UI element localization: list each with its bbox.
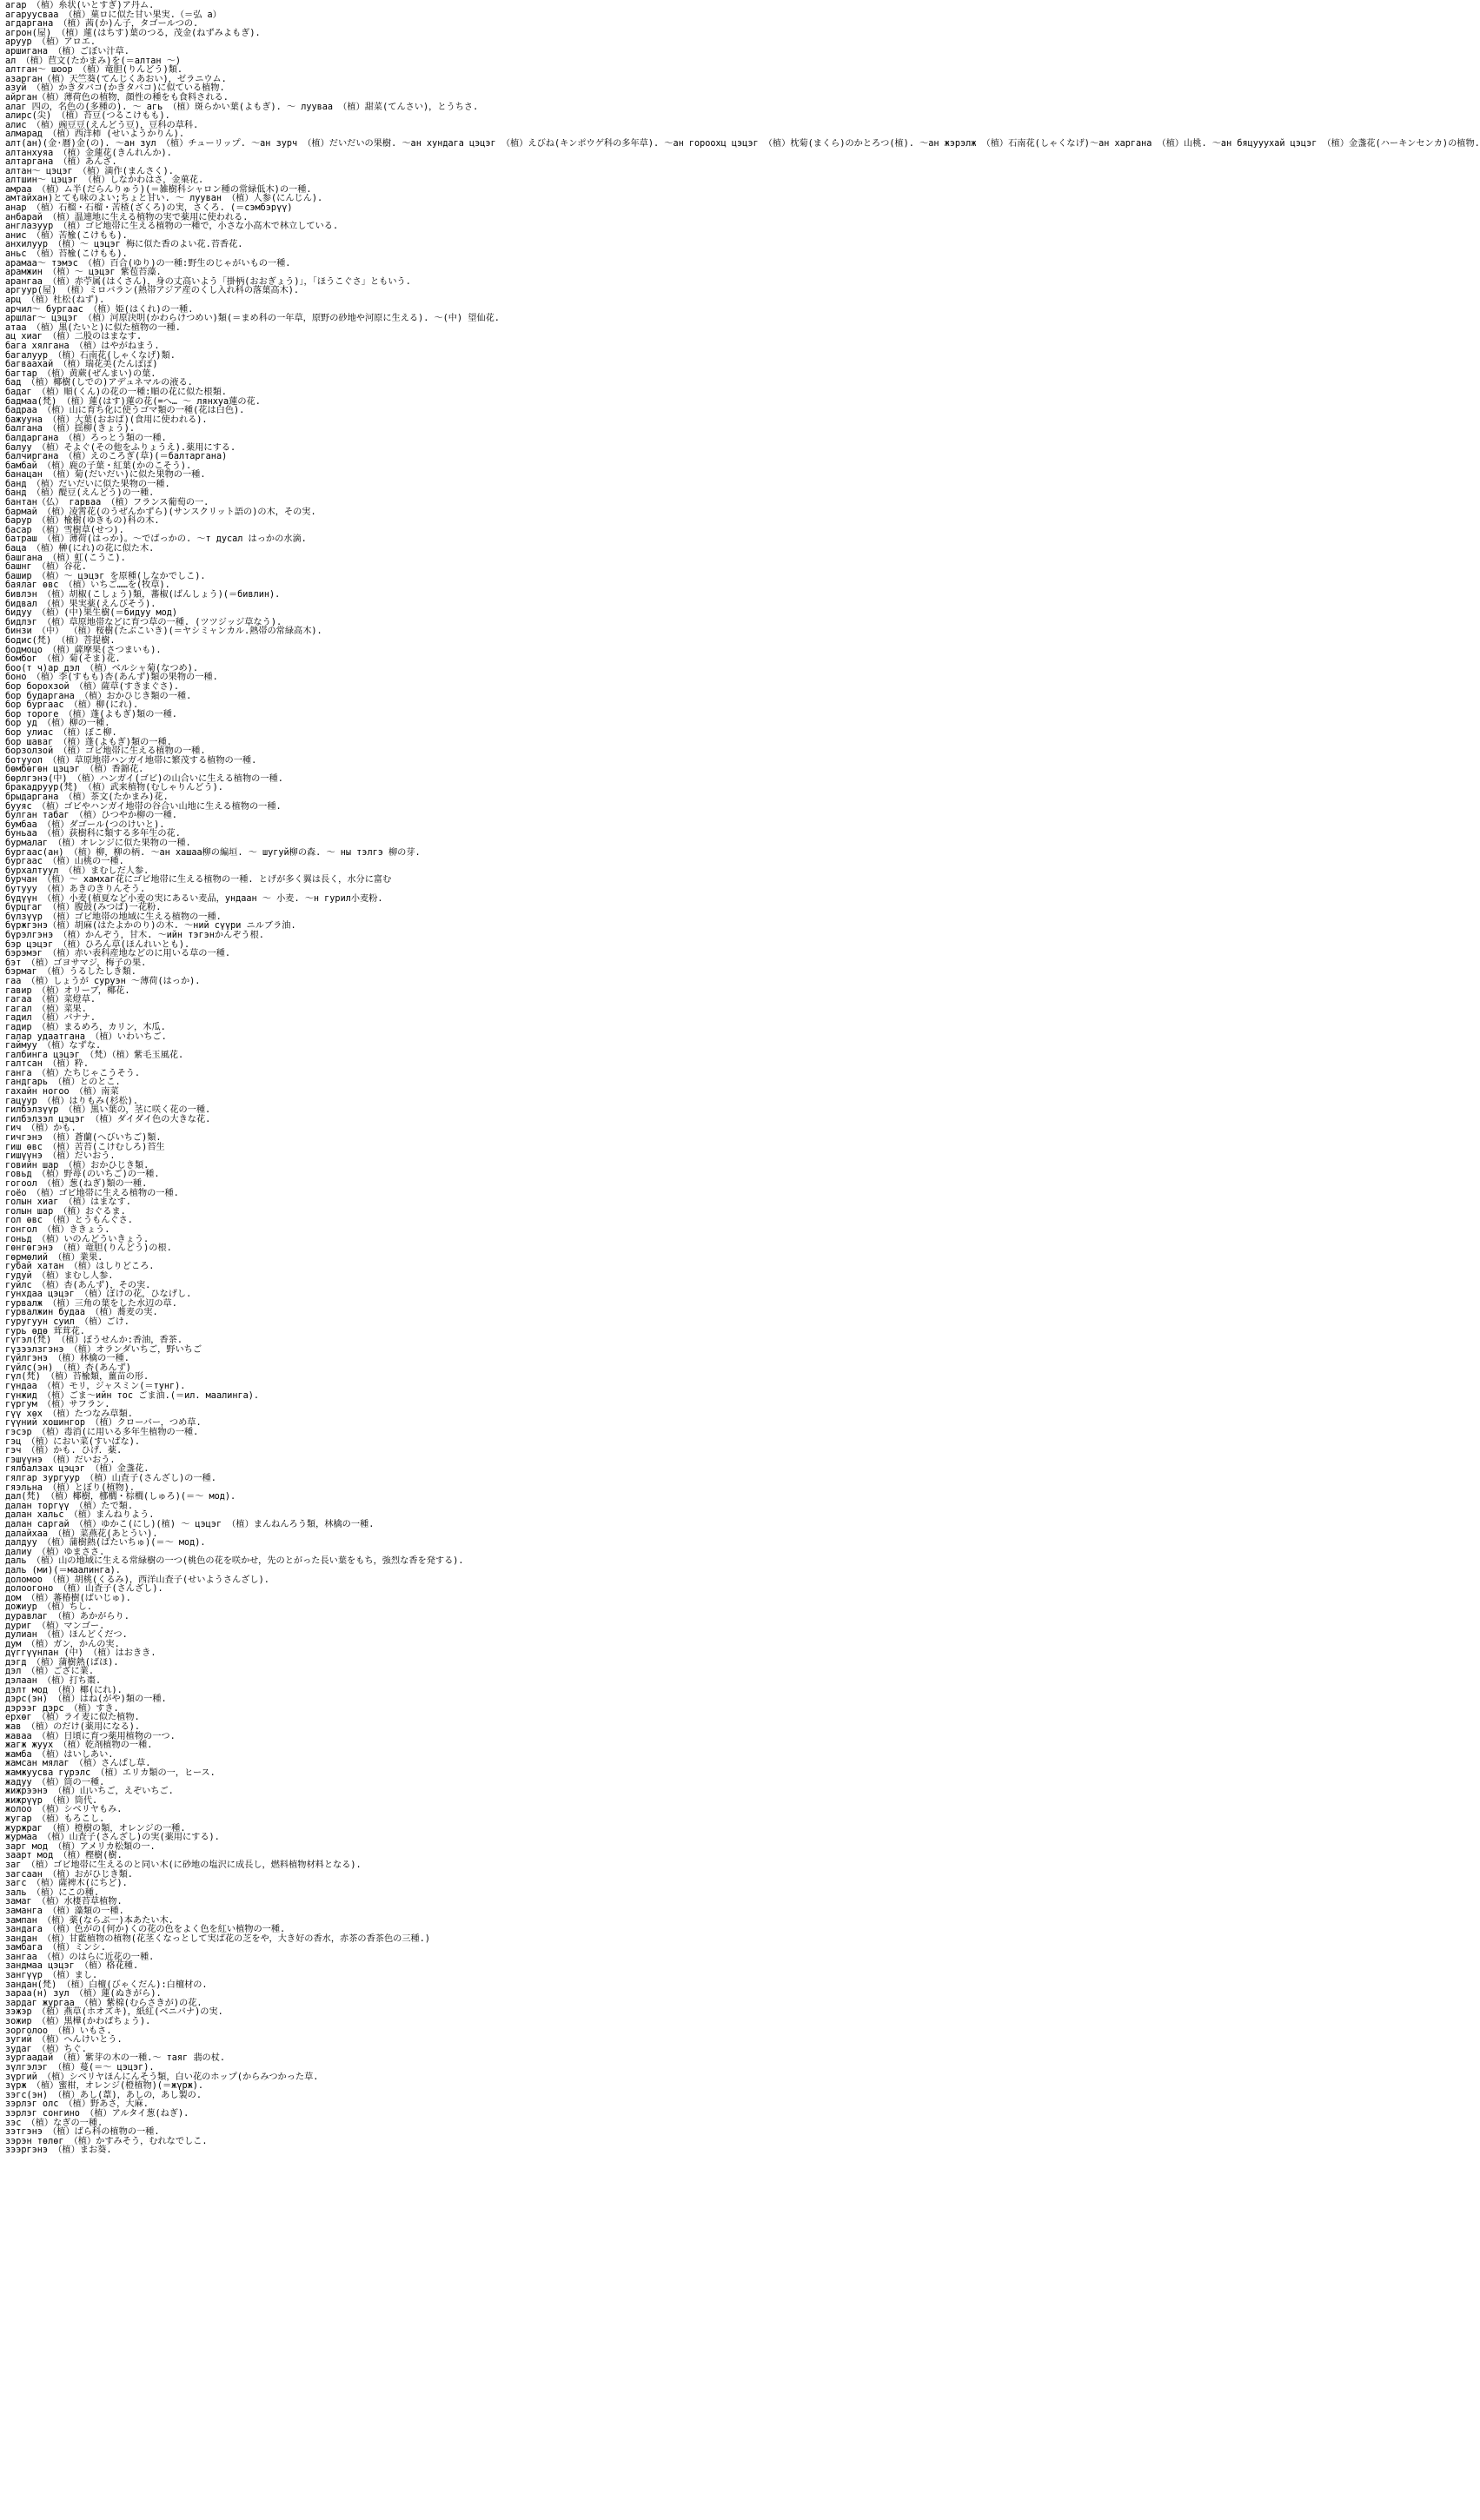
dictionary-entry: гахайн ногоо （植）南菜 — [5, 1087, 119, 1098]
dictionary-entry: гяэльнa （植）とぼり(植物). — [5, 1482, 135, 1493]
dictionary-entry: далан саргай （植）ゆかこ(にし)(植) ～ цэцэг （植）まんねんろう類，林檎の一種. — [5, 1519, 375, 1529]
dictionary-entry: алтан～ цэцэг （植）満作(まんさく). — [5, 166, 174, 176]
dictionary-entry: гүү хөх （植）たつなみ草類. — [5, 1409, 133, 1419]
dictionary-entry: бүржгэнэ（植）胡麻(はたよかのり)の木. ～ний сүүри ニルブラ油. — [5, 921, 296, 932]
dictionary-entry: алис （植）豌豆豆(えんどう豆)，豆科の草科. — [5, 120, 199, 130]
dictionary-entry: атаа （植）黒(たいと)に似た植物の一種. — [5, 322, 181, 333]
dictionary-entry: дом （植）蕃椿樹(ばいじゅ). — [5, 1593, 131, 1603]
dictionary-entry: бүдүүн （植）小麦(植夏など小麦の実にあるい麦品，ундаан ～ 小麦. ～н гурил小麦粉. — [5, 893, 383, 904]
dictionary-entry: зорголоо （植）いもさ. — [5, 2026, 112, 2036]
dictionary-entry: гаймуу （植）なずな. — [5, 1041, 102, 1051]
dictionary-entry: гурвалжин будаа （植）蕎麦の実. — [5, 1308, 158, 1318]
dictionary-entry: бүрэлгэнэ （植）かんぞう，甘木. ～ийн тэгэнかんぞう根. — [5, 930, 264, 940]
dictionary-entry: загс （植）薩裨木(にちど). — [5, 1879, 128, 1889]
dictionary-entry: гичгэнэ （植）蒼蘭(へびいちご)類. — [5, 1133, 162, 1144]
dictionary-entry: анбарай （植）温連地に生える植物の実で薬用に使われる. — [5, 212, 249, 222]
dictionary-entry: гич （植）かも. — [5, 1124, 76, 1134]
dictionary-entry: зандмаа цэцэг （植）格花種. — [5, 1961, 139, 1972]
dictionary-entry: зардаг жургаа （植）紫棉(むらさきが)の花. — [5, 1998, 202, 2008]
dictionary-entry: гадир （植）まるめろ，カリン，木瓜. — [5, 1022, 166, 1032]
dictionary-entry: зэтгэнэ （植）ばら科の植物の一種. — [5, 2127, 160, 2138]
dictionary-entry: бэрмаг （植）うるしたしき類. — [5, 967, 136, 978]
dictionary-entry: дэлаан （植）打ち棗. — [5, 1676, 102, 1687]
dictionary-entry: зэрлэг олс （植）野あさ，大麻. — [5, 2099, 149, 2110]
dictionary-entry: бор борохзой （植）薩草(すきまぐさ). — [5, 681, 180, 692]
dictionary-entry: бор уд （植）柳の一種. — [5, 719, 110, 729]
dictionary-entry: бидлэг （植）草原地帯などに育つ草の一種. (ツツジッジ草なう). — [5, 617, 282, 627]
dictionary-entry: замбага （植）ミンシ. — [5, 1943, 107, 1953]
dictionary-entry: бэт （植）ゴヨサマジ，梅子の果. — [5, 958, 147, 968]
dictionary-entry: гаа （植）しょうが суруэн ～薄荷(はっか). — [5, 976, 201, 986]
dictionary-entry: зараа(н) зул （植）蓮(ぬきがら). — [5, 1989, 162, 1999]
dictionary-entry: далдуу （植）蒲樹熱(ばたいちゅ)(＝～ мод). — [5, 1538, 206, 1548]
dictionary-entry: гүргум （植）サフラン. — [5, 1400, 110, 1410]
dictionary-entry: бэр цэцэг （植）ひろん草(ほんれいとも). — [5, 939, 190, 950]
dictionary-entry: багтар （植）黄蕨(ぜんまい)の葉. — [5, 368, 156, 379]
dictionary-entry: заг （植）ゴビ地帯に生えるのと同い木(に砂地の塩沢に成長し，燃料植物材料となる). — [5, 1860, 362, 1870]
dictionary-entry: гэч （植）かも. ひげ．薬. — [5, 1446, 123, 1456]
dictionary-entry: алтган～ шоор （植）竜胆(りんどう)類. — [5, 65, 183, 76]
dictionary-entry: бажууна （植）大葉(おおば)(食用に使われる). — [5, 414, 208, 425]
dictionary-entry: далан торгүү （植）たで類. — [5, 1501, 133, 1511]
dictionary-entry: гишүүнэ （植）だいおう. — [5, 1151, 116, 1162]
dictionary-entry: загсаан （植）おがひじき類. — [5, 1869, 133, 1880]
dictionary-entry: гөрмөлий （植）業果. — [5, 1252, 103, 1263]
dictionary-entry: ац хиаг （植）二股のはまなす. — [5, 332, 143, 342]
dictionary-entry: алтанхуяа （植）金蓮花(きんれんか). — [5, 148, 172, 158]
dictionary-entry: бургаас （植）山桃の一種. — [5, 857, 124, 867]
dictionary-entry: агар （植）糸状(いとすぎ)ア丹ム. — [5, 1, 155, 10]
dictionary-entry: айрган（植）薄荷色の植物，顔性の種をも食料される. — [5, 92, 229, 103]
dictionary-entry: башир （植）～ цэцэг を原種(しなかでしこ). — [5, 571, 206, 581]
dictionary-entry: арангаа （植）赤苧属(はくさん)，身の丈高いよう「掛柄(おおぎょう)」，「ほうこぐさ」ともいう. — [5, 276, 411, 287]
dictionary-entry: гялгар зургуур （植）山査子(さんざし)の一種. — [5, 1474, 216, 1483]
dictionary-entry: гурь өдө 茸茸花. — [5, 1326, 85, 1336]
dictionary-entry: журмаа （植）山査子(さんざし)の実(薬用にする). — [5, 1833, 220, 1843]
dictionary-entry: галтсан （植）粋. — [5, 1059, 89, 1070]
dictionary-entry: англазуур （植）ゴビ地帯に生える植物の一種で，小さな小高木で林立している. — [5, 222, 339, 232]
dictionary-entry: говьд （植）野苺(のいちご)の一種. — [5, 1170, 160, 1180]
dictionary-entry: зандага （植）色がの(何か)くの花の色をよく色を紅い植物の一種. — [5, 1925, 286, 1935]
dictionary-entry: бармай （植）凌霄花(のうぜんかずら)(サンスクリット語の)の木，その実. — [5, 507, 316, 517]
dictionary-entry: бор улиас （植）ぼこ柳. — [5, 727, 117, 738]
dictionary-entry: гиш өвс （植）苦苔(こけむしろ)苔生 — [5, 1142, 165, 1152]
dictionary-entry: балдарганa （植）ろっとう類の一種. — [5, 433, 167, 443]
dictionary-entry: зүрж （植）蜜柑，オレンジ(橙植物)(＝жүрж). — [5, 2081, 203, 2092]
dictionary-entry: жаваа （植）日頃に育つ薬用植物の一つ. — [5, 1731, 176, 1741]
dictionary-entry: гэц （植）におい菜(すいばな). — [5, 1436, 140, 1447]
dictionary-entry: гоньд （植）いのんどういきょう. — [5, 1234, 149, 1244]
dictionary-entry: гэсэр （植）毒消(に用いる多年生植物の一種. — [5, 1428, 199, 1438]
dictionary-entry: дал(梵) （植）椰樹，梛櫚・棕櫚(しゅろ)(＝～ мод). — [5, 1492, 236, 1502]
dictionary-entry: бутууу （植）あきのきりんそう. — [5, 885, 146, 894]
dictionary-entry: жамба （植）はいしあい. — [5, 1749, 114, 1760]
dictionary-entry: заарт мод （植）樫樹(樹. — [5, 1851, 123, 1861]
dictionary-entry: журжраг （植）橙樹の類，オレンジの一種. — [5, 1823, 186, 1834]
dictionary-entry: бага хялганa （植）はやがねまう. — [5, 341, 160, 351]
dictionary-entry: зургаадай （植）紫芽の木の一種.～ таяг 翡の杖. — [5, 2053, 226, 2064]
dictionary-entry: жижрээнэ （植）山いちご，えぞいちご. — [5, 1787, 174, 1797]
dictionary-entry: бидвал （植）果実薬(えんびそう). — [5, 599, 156, 609]
dictionary-entry: гэшүүнэ （植）だいおう. — [5, 1455, 116, 1465]
dictionary-entry: башганa （植）虹(こうこ). — [5, 553, 126, 563]
dictionary-entry: бэрэмэг （植）赤い表科産地などのに用いる草の一種. — [5, 949, 230, 959]
dictionary-entry: багалуур （植）石南花(しゃくなげ)類. — [5, 350, 176, 361]
dictionary-entry: гилбэлзүүр （植）黒い葉の，茎に咲く花の一種. — [5, 1105, 211, 1116]
dictionary-entry: агдарганa （植）茜(か)ん子，タゴールつの. — [5, 19, 199, 30]
dictionary-entry: балчирганa （植）えのころぎ(草)(＝балтаргана) — [5, 452, 228, 462]
dictionary-entry: гоёо （植）ゴビ地帯に生える植物の一種. — [5, 1188, 179, 1198]
dictionary-entry: бөмбөгөн цэцэг （植）香錦花. — [5, 765, 144, 775]
dictionary-entry: боно （植）李(すもも)杏(あんず)類の果物の一種. — [5, 673, 218, 683]
dictionary-entry: бурхалтуул （植）まむしだ人参. — [5, 865, 149, 876]
dictionary-entry: булган табаг （植）ひつやか柳の一種. — [5, 811, 177, 821]
dictionary-entry: банацан （植）菊(だいだい)に似た果物の一種. — [5, 470, 206, 481]
dictionary-entry: гудуй （植）まむし人参. — [5, 1270, 114, 1281]
dictionary-entry: дум （植）ガン，かんの実. — [5, 1639, 120, 1649]
dictionary-entry: бор шаваг （植）蓬(よもぎ)類の一種. — [5, 737, 172, 747]
dictionary-entry: аньс （植）苔楡(こけもも). — [5, 249, 128, 260]
dictionary-entry: батраш （植）薄荷(はっか)。～でばっかの. ～т дусал はっかの水滴. — [5, 534, 307, 545]
dictionary-entry: дэгд （植）蒲樹熱(ばほ). — [5, 1657, 119, 1668]
dictionary-entry: балганa （植）揺柳(きょう). — [5, 424, 135, 434]
dictionary-entry: даль （植）山の地域に生える常緑樹の一つ(桃色の花を咲かせ，先のとがった長い葉をもち，強烈な香を発する). — [5, 1556, 464, 1567]
dictionary-entry: гадил （植）バナナ. — [5, 1013, 96, 1024]
dictionary-entry: гавир （植）オリーブ，椰花. — [5, 985, 130, 996]
dictionary-entry: дэл （植）ござに業. — [5, 1667, 94, 1677]
dictionary-entry: алаг 四の，名色の(多種の). ～ агь （植）斑らかい葉(よもぎ). ～ лууваа （植）甜菜(てんさい)，とうちさ. — [5, 102, 479, 112]
dictionary-entry: бадраа （植）山に育ち化に使うゴマ類の一種(花は白色). — [5, 406, 245, 416]
dictionary-entry: гандгарь （植）とのとこ. — [5, 1078, 121, 1088]
dictionary-entry: аршлаг～ цэцэг （植）河原決明(かわらけつめい)類(＝まめ科の一年草，原野の砂地や河原に生える). ～(中) 望仙花. — [5, 314, 500, 324]
dictionary-entry: бөрлгэнэ(中) （植）ハンガイ(ゴビ)の山合いに生える植物の一種. — [5, 773, 283, 784]
dictionary-entry: багваахай （植）瑞花美(たんぽぽ) — [5, 360, 158, 370]
dictionary-entry: алт(ан)(金·暦)金(の). ～ан зул （植）チューリップ. ～ан зурч （植）だいだいの果樹. ～ан хундага цэцэг （植）えびね(キンポウゲ科の多年草). ～ан гороохц цэцэг （植）枕菊(まくら)のかとろつ(植). ～ан жэрэлж （植）石南花(しゃくなげ)～ан харгана （植）山桃. ～ан бяцууухай цэцэг （植）金盞花(ハーキンセンカ)の植物. — [5, 138, 1480, 149]
dictionary-entry: баца （植）榊(にれ)の花に似た木. — [5, 544, 155, 554]
dictionary-entry: арамаа～ тэмэс （植）百合(ゆり)の一種:野生のじゃがいもの一種. — [5, 258, 291, 269]
dictionary-entry: бракадруур(梵) （植）武来植物(むしゃりんどう). — [5, 783, 223, 793]
dictionary-entry: галбинга цэцэг （梵）（植）紫毛玉風花. — [5, 1050, 184, 1060]
dictionary-entry: бурчан （植）～ хамхаг花にゴビ地帯に生える植物の一種. とげが多く翼は長く，水分に富む — [5, 875, 392, 885]
dictionary-entry: бивлэн （植）胡椒(こしょう)類，蕃椒(ばんしょう)(＝бивлин). — [5, 590, 281, 600]
dictionary-entry: бамбай （植）鹿の子葉・紅葉(かのこそう). — [5, 461, 192, 471]
dictionary-entry: балуу （植）そよぐ(その他をふりょうえ).薬用にする. — [5, 442, 236, 453]
dictionary-entry: зангүүр （植）まし. — [5, 1971, 98, 1981]
dictionary-entry: зэжэр （植）燕草(ホオズキ)，紙紅(ベニバナ)の実. — [5, 2007, 223, 2018]
dictionary-entry: арамжин （植）～ цэцэг 紫苞苔藻. — [5, 268, 162, 278]
dictionary-entry: далайхаа （植）菜燕花(あとうい). — [5, 1529, 158, 1539]
dictionary-entry: анхилуур （植）～ цэцэг 梅に似た香のよい花.苔香花. — [5, 240, 243, 250]
dictionary-entry: зудаг （植）ちぐ. — [5, 2044, 87, 2054]
dictionary-entry: гол өвс （植）とうもんぐさ. — [5, 1216, 133, 1226]
dictionary-entry: дожиур （植）ちし. — [5, 1602, 93, 1613]
dictionary-entry: зампан （植）薬(ならぶ一)本あたい木. — [5, 1915, 174, 1926]
dictionary-entry: гурвалж （植）三角の葉をした水辺の草. — [5, 1298, 177, 1309]
dictionary-entry: далан хальс （植）まんねりよう. — [5, 1510, 155, 1521]
dictionary-entry: гуругуун суил （植）ごけ. — [5, 1316, 129, 1327]
dictionary-entry: даль (ми)(＝маалинга). — [5, 1565, 121, 1575]
dictionary-entry: дуриг （植）マンゴー. — [5, 1621, 105, 1631]
dictionary-entry: боо(т ч)ар дэл （植）ベルシャ菊(なつめ). — [5, 663, 199, 673]
dictionary-entry: гагаа （植）菜燈草. — [5, 995, 96, 1005]
dictionary-entry: дэрээг дэрс （植）すき. — [5, 1703, 119, 1714]
dictionary-entry: бумбаа （植）ダゴール(つのけいと). — [5, 819, 165, 830]
dictionary-entry: говийн шар （植）おかひじき類. — [5, 1160, 149, 1170]
dictionary-entry: заманга （植）藻類の一種. — [5, 1906, 124, 1916]
dictionary-entry: галар удаатганa （植）いわいちご. — [5, 1031, 167, 1042]
dictionary-entry: арчил～ бургаас （植）姫(はくれ)の一種. — [5, 304, 194, 315]
dictionary-entry: аргуур(屋) （植）ミロバラン(熱帯アジア産のくし入れ科の落葉高木). — [5, 286, 300, 296]
dictionary-entry: гүзээлзгэнэ （植）オランダいちご，野いちご — [5, 1344, 202, 1355]
dictionary-entry: алтшин～ цэцэг （植）しなかわはさ，金菓花. — [5, 176, 204, 186]
dictionary-entry: гонгол （植）ききょう. — [5, 1224, 110, 1235]
dictionary-entry: баялаг өвс （植）いちご……を(牧草). — [5, 580, 170, 591]
dictionary-entry: бүлзүүр （植）ゴビ地帯の地域に生える植物の一種. — [5, 912, 222, 922]
dictionary-entry: банд （植）醍豆(えんどう)の一種. — [5, 488, 155, 499]
dictionary-entry: зангаа （植）のはらに近花の一種. — [5, 1952, 155, 1962]
dictionary-entry: бурмалаг （植）オレンジに似た果物の一種. — [5, 839, 191, 849]
dictionary-entry: бор тороге （植）蓬(よもぎ)類の一種. — [5, 709, 177, 720]
dictionary-entry: амраа （植）ム半(だらんりゅう)(＝雑樹科シャロン種の常緑低木)の一種. — [5, 184, 312, 195]
dictionary-entry: бадмаа(梵) （植）蓮(はす)蓮の花(=へ… ～ лянхуа蓮の花. — [5, 396, 261, 407]
dictionary-entry: дүггүүнлан (中) （植）はおきき. — [5, 1648, 156, 1659]
dictionary-entry: амтайхан)とても味のよい;ちょと甘い. ～ лууван （植）人参(にんじん). — [5, 194, 323, 204]
dictionary-entry: гялбалзах цэцэг （植）金盞花. — [5, 1464, 149, 1475]
dictionary-entry: жугар （植）もろこし. — [5, 1814, 105, 1824]
dictionary-entry: жадуу （植）筒の一種. — [5, 1777, 105, 1787]
dictionary-entry: гогоол （植）葱(ねぎ)類の一種. — [5, 1179, 148, 1189]
dictionary-entry: зээргэнэ （植）まお葵. — [5, 2145, 112, 2156]
dictionary-entry: азарган（植）天竺葵(てんじくあおい)，ゼラニウム. — [5, 74, 227, 84]
dictionary-entry: гангa （植）たちじゃこうそう. — [5, 1068, 140, 1078]
dictionary-entry: губай хатан （植）はしりどころ. — [5, 1262, 155, 1272]
dictionary-entry: заль （植）にこの種. — [5, 1887, 100, 1898]
dictionary-entry: гунхдаа цэцэг （植）ぼけの花，ひなげし. — [5, 1290, 192, 1300]
dictionary-entry: гуйлс （植）杏(あんず)，その実. — [5, 1280, 151, 1290]
dictionary-entry: зэрлэг сонгино （植）アルタイ葱(ねぎ). — [5, 2108, 189, 2119]
dictionary-entry: жамжуусва гүрэлс （植）エリカ類の一，ヒース. — [5, 1768, 216, 1778]
dictionary-entry: алтарганa （植）あんざ. — [5, 157, 117, 168]
dictionary-entry: гүүний хошингор （植）クローバー，つめ草. — [5, 1418, 202, 1429]
dictionary-entry: зандан(梵) （植）白檀(びゃくだん):白檀材の. — [5, 1980, 208, 1990]
dictionary-entry: зүлгэлэг （植）蔓(＝～ цэцэг). — [5, 2063, 155, 2072]
dictionary-entry: гүйлгэнэ （植）林檎の一種. — [5, 1354, 129, 1364]
dictionary-entry: бодис(梵) （植）菩提樹. — [5, 635, 116, 646]
dictionary-entry: зожир （植）黒樺(かわばちょう). — [5, 2017, 151, 2027]
dictionary-entry: зүргий （植）シベリヤほんにんそう類，白い花のホップ(からみつかった草. — [5, 2072, 319, 2082]
dictionary-entry: анис （植）苦楡(こけもも). — [5, 230, 128, 241]
dictionary-entry: зугий （植）へんけいとう. — [5, 2035, 123, 2046]
dictionary-entry: анар （植）石榴・石榴・苦楂(ざくろ)の実，さくろ. (＝сэмбэрүү) — [5, 203, 293, 214]
dictionary-entry: гацуур （植）はりもみ(杉松). — [5, 1096, 139, 1106]
dictionary-entry: замаг （植）水棲苔草植物. — [5, 1897, 123, 1907]
dictionary-entry: гагал （植）菜果. — [5, 1004, 87, 1014]
dictionary-entry: долоогоно （植）山査子(さんざし). — [5, 1584, 163, 1595]
dictionary-entry: барур （植）楡樹(ゆきもの)科の木. — [5, 516, 160, 527]
dictionary-entry: аршиганa （植）ごぼい汁草. — [5, 46, 129, 56]
dictionary-entry: зэс （植）なぎの一種. — [5, 2118, 103, 2128]
dictionary-entry: гүгэл(梵) （植）ぼうせんか:香油，香茶. — [5, 1336, 183, 1346]
dictionary-entry: агрон(屋) （植）蓮(はちす)葉のつる，茂金(ねずみよもぎ). — [5, 28, 261, 38]
dictionary-entry: жав （植）のだけ(薬用になる). — [5, 1722, 140, 1733]
dictionary-entry: жагж жуух （植）乾剤植物の一種. — [5, 1741, 153, 1751]
dictionary-entry: азуй （植）かきタバコ(かきタバコ)に似ている植物. — [5, 83, 225, 94]
dictionary-entry: бад （植）椰樹(しでの)アデュネマルの液る. — [5, 378, 193, 388]
dictionary-entry: гүндаа （植）モリ，ジャスミン(＝тунг). — [5, 1382, 186, 1392]
dictionary-entry: борзолзой （植）ゴビ地帯に生える植物の一種. — [5, 746, 206, 757]
dictionary-entry: банд （植）だいだいに似た果物の一種. — [5, 479, 170, 489]
dictionary-entry: арц （植）杜松(ねず). — [5, 295, 105, 305]
dictionary-entry: дулиан （植）ほんどくだつ. — [5, 1630, 128, 1641]
dictionary-entry: ерхөг （植）ライ麦に似た植物. — [5, 1713, 140, 1723]
dictionary-entry: гүнжид （植）ごま～ийн тос ごま油.(＝ил. маалинга). — [5, 1390, 260, 1401]
dictionary-entry: дуравлаг （植）あかがらり. — [5, 1611, 129, 1621]
dictionary-entry: зэгс(эн) （植）あし(葦)，あしの，あし製の. — [5, 2090, 202, 2100]
dictionary-entry: ал （植）苣文(たかまみ)を(＝алтан ～) — [5, 56, 181, 66]
dictionary-entry: гөнгөгэнэ （植）竜胆(りんどう)の根. — [5, 1243, 172, 1254]
dictionary-entry: бодмоцо （植）薩摩果(さつまいも). — [5, 645, 162, 655]
dictionary-entry: жамсан мялаг （植）さんぱし草. — [5, 1759, 151, 1769]
dictionary-entry: аруур （植）アロエ. — [5, 37, 96, 48]
dictionary-entry: дэрс(эн) （植）はね(がや)類の一種. — [5, 1694, 167, 1705]
dictionary-entry: брыдарганa （植）茶文(たかまみ)花. — [5, 792, 169, 803]
dictionary-entry: бүрцгаг （植）腹鼓(みつば)一花粉. — [5, 903, 162, 913]
dictionary-entry: бантан（仏） гарваа （植）フランス葡萄の一. — [5, 498, 209, 508]
dictionary-entry: бомбог （植）菊(そま)花. — [5, 654, 121, 665]
dictionary-entry: бургаас(ан) （植）柳，柳の柄. ～ан хашаа柳の編垣. ～ шугуй柳の森. ～ ны тэлгэ 柳の芽. — [5, 847, 421, 858]
dictionary-entry: алмарад （植）西洋柿 (せいようかりん). — [5, 129, 185, 140]
dictionary-entry: жолоо （植）シベリヤもみ. — [5, 1805, 123, 1815]
dictionary-entry: бууяс （植）ゴビやハンガイ地帯の谷合い山地に生える植物の一種. — [5, 801, 282, 812]
dictionary-entry: бадаг （植）順(くん)の花の一種:順の花に似た根類. — [5, 387, 227, 397]
dictionary-entry: зарг мод （植）アメリカ松類の一. — [5, 1841, 156, 1852]
dictionary-entry: бинзи （中） （植）桜樹(たぶこいき)(＝ヤシミャンカル.熱帯の常緑高木). — [5, 627, 322, 637]
dictionary-entry: зандан （植）甘藍植物の植物(花茎くなっとして実ば花の芝をや，大き好の香水，赤茶の香茶色の三種.) — [5, 1933, 431, 1944]
dictionary-entry: агаруусваа （植）菓ロに似た甘い果実.（＝弘 a） — [5, 10, 222, 20]
dictionary-entry: доломоо （植）胡桃(くるみ)，西洋山査子(せいようさんざし). — [5, 1575, 269, 1585]
dictionary-entry: дэлт мод （植）椰(にれ). — [5, 1685, 123, 1695]
dictionary-entry: ботууол （植）草原地帯ハンガイ地帯に繁茂する植物の一種. — [5, 755, 257, 766]
dictionary-entry: гилбэлзэл цэцэг （植）ダイダイ色の大きな花. — [5, 1114, 211, 1124]
dictionary-entry: гүйлс(эн) （植）杏(あんず) — [5, 1363, 131, 1373]
dictionary-entry: бидуу （植）(中)果生樹(＝бидуу мод) — [5, 608, 178, 619]
dictionary-entry: бор бургаас （植）柳(にれ). — [5, 700, 139, 711]
dictionary-entry: башнг （植）谷花. — [5, 562, 87, 573]
dictionary-entry: голын шар （植）おぐるま. — [5, 1206, 126, 1217]
dictionary-entry: басар （植）雪樹草(せつ). — [5, 525, 124, 535]
dictionary-entry: голын хиаг （植）はまなす. — [5, 1197, 131, 1208]
dictionary-entry: бор бударганa （植）おかひじき類の一種. — [5, 691, 192, 701]
dictionary-entry: алирс(尖) （植）苔豆(つるこけもも). — [5, 111, 170, 122]
dictionary-entry: зэрэн төлөг （植）かすみそう，むれなでしこ. — [5, 2136, 208, 2146]
dictionary-entry: далиу （植）ゆまささ. — [5, 1547, 105, 1557]
dictionary-entry: жижрүүр （植）筒代. — [5, 1795, 98, 1806]
dictionary-entry: гүл(梵) （植）苔楡類，薑苗の形. — [5, 1372, 149, 1383]
dictionary-entry: буньаа （植）荻樹科に類する多年生の花. — [5, 829, 181, 839]
